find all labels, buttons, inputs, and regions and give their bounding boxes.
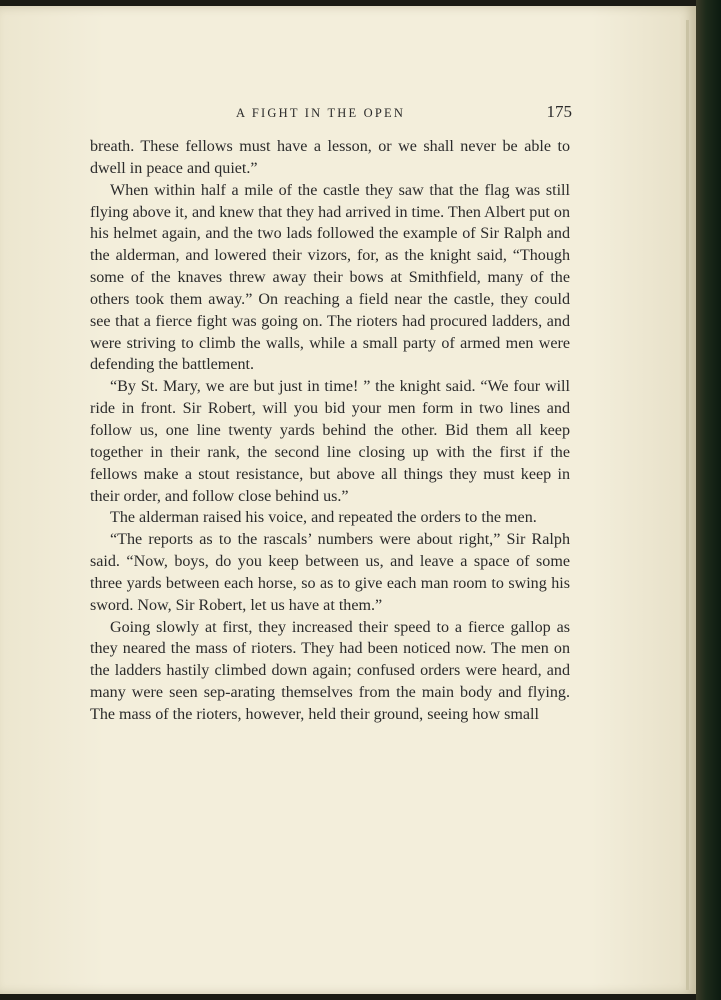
book-binding-edge [696,0,721,1000]
paragraph: breath. These fellows must have a lesson, or we shall never be able to dwell in peace and quiet.” [90,138,570,177]
running-title: A FIGHT IN THE OPEN [236,106,406,120]
page-edge-line [686,20,689,990]
paragraph: “The reports as to the rascals’ numbers were about right,” Sir Ralph said. “Now, boys, do you keep between us, and leave a space of some three yards between each horse, so as to give each man room to swing his sword. Now, Sir Robert, let us have at them.” [90,531,570,614]
page-number: 175 [546,102,572,121]
body-text [90,136,570,726]
page-header [88,104,572,126]
paragraph: When within half a mile of the castle they saw that the flag was still flying above it, and knew that they had arrived in time. Then Albert put on his helmet again, and the two lads followed the example of Sir Ralph and the alderman, and lowered their vizors, for, as the knight said, “Though some of the knaves threw away their bows at Smithfield, many of the others took them away.” On reaching a field near the castle, they could see that a fierce fight was going on. The rioters had procured ladders, and were striving to climb the walls, while a small party of armed men were defending the battlement. [90,181,570,374]
paragraph: “By St. Mary, we are but just in time! ” the knight said. “We four will ride in front. Sir Robert, will you bid your men form in two lines and follow us, one line twenty yards behind the other. Bid them all keep together in their rank, the second line closing up with the first if the fellows make a stout resistance, but above all things they must keep in their order, and follow close behind us.” [90,378,570,505]
paragraph: The alderman raised his voice, and repeated the orders to the men. [110,509,537,527]
book-page [0,6,696,994]
paragraph: Going slowly at first, they increased their speed to a fierce gallop as they neared the mass of rioters. They had been noticed now. The men on the ladders hastily climbed down again; confused orders were heard, and many were seen sep-arating themselves from the main body and flying. The mass of the rioters, however, held their ground, seeing how small [90,618,570,723]
